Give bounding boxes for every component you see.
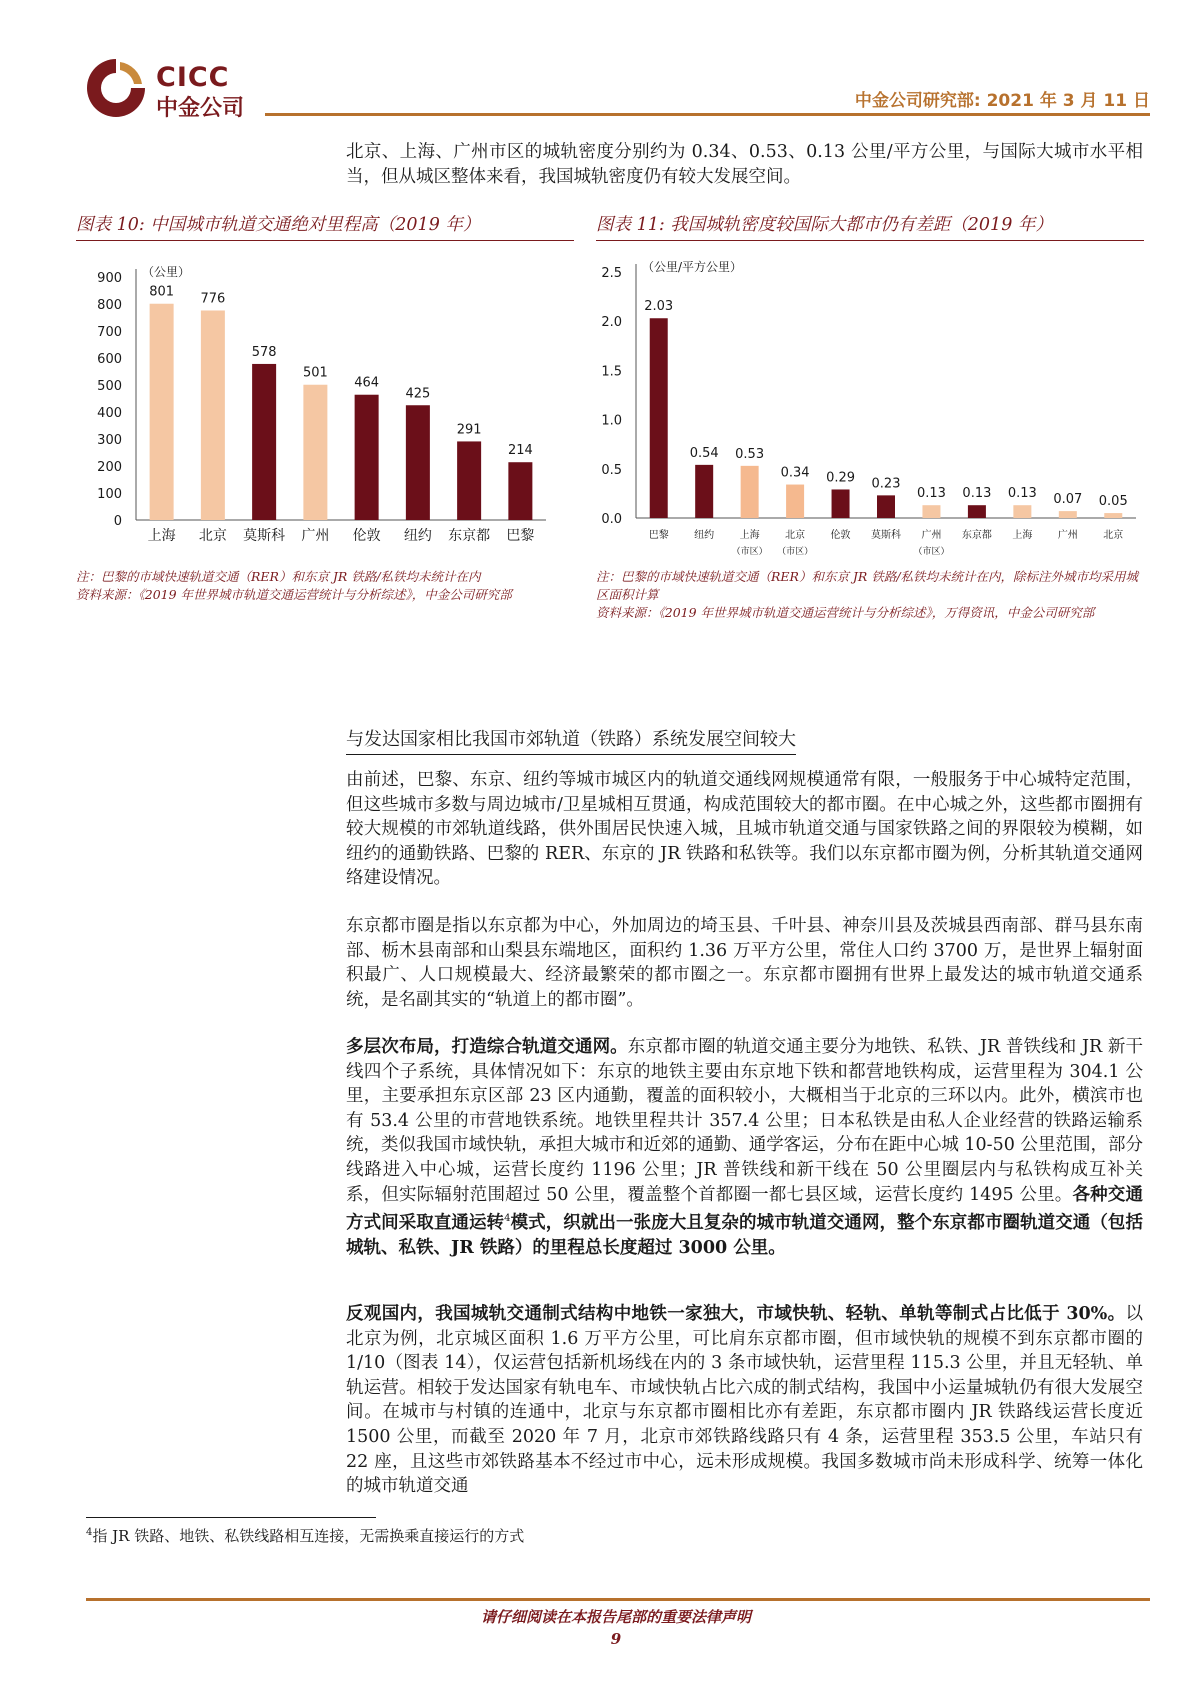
footnote-reference: 4 (504, 1213, 511, 1225)
figure11-note: 注：巴黎的市域快速轨道交通（RER）和东京 JR 铁路/私铁均未统计在内，除标注外城市均采用城区面积计算 (596, 569, 1139, 602)
data-label: 214 (507, 443, 533, 459)
y-tick-label: 0 (113, 514, 122, 529)
paragraph-3-lead: 多层次布局，打造综合轨道交通网。 (346, 1037, 628, 1057)
y-tick-label: 100 (97, 487, 122, 502)
category-label: 巴黎 (648, 530, 669, 541)
y-tick-label: 200 (97, 460, 122, 475)
bar (201, 310, 225, 520)
y-tick-label: 800 (97, 298, 122, 313)
page-number: 9 (610, 1630, 622, 1648)
category-label: 莫斯科 (871, 530, 901, 541)
category-label: 北京 (785, 530, 806, 541)
data-label: 801 (149, 284, 175, 300)
bar (695, 465, 713, 518)
header-divider (265, 113, 1150, 116)
category-label: 广州 (301, 528, 330, 544)
figure10-source: 资料来源：《2019 年世界城市轨道交通运营统计与分析综述》，中金公司研究部 (76, 587, 512, 602)
y-tick-label: 700 (97, 325, 122, 340)
data-label: 291 (456, 422, 482, 438)
bar (150, 304, 174, 520)
bar (303, 385, 327, 520)
bar (1013, 505, 1031, 518)
paragraph-3-body: 东京都市圈的轨道交通主要分为地铁、私铁、JR 普铁线和 JR 新干线四个子系统，具体情况如下：东京的地铁主要由东京地下铁和都营地铁构成，运营里程为 304.1 公里，主要承担东京区部 23 区内通勤，覆盖的面积较小，大概相当于北京的三环以内。此外，横滨市也有 53.4 公里的市营地铁系统。地铁里程共计 357.4 公里；日本私铁是由私人企业经营的铁路运输系统，类似我国市域快轨，承担大城市和近郊的通勤、通学客运，分布在距中心城 10-50 公里范围，部分线路进入中心城，运营长度约 1196 公里；JR 普铁线和新干线在 50 公里圈层内与私铁构成互补关系，但实际辐射范围超过 50 公里，覆盖整个首都圈一都七县区域，运营长度约 1495 公里。 (346, 1037, 1143, 1205)
footer-divider (86, 1598, 1150, 1601)
category-label: 上海 (147, 528, 176, 544)
data-label: 0.13 (962, 486, 992, 502)
data-label: 2.03 (644, 299, 674, 315)
category-label: 伦敦 (352, 528, 381, 544)
category-label: 广州 (1057, 530, 1078, 541)
bar (741, 466, 759, 518)
footnote-divider (86, 1517, 376, 1518)
data-label: 0.29 (826, 470, 856, 486)
paragraph-4-body: 以北京为例，北京城区面积 1.6 万平方公里，可比肩东京都市圈，但市域快轨的规模不到东京都市圈的 1/10（图表 14），仅运营包括新机场线在内的 3 条市域快轨，运营里程 115.3 公里，并且无轻轨、单轨运营。相较于发达国家有轨电车、市域快轨占比六成的制式结构，我国中小运量城轨仍有很大发展空间。在城市与村镇的连通中，北京与东京都市圈相比亦有差距，东京都市圈内 JR 铁路线运营长度近 1500 公里，而截至 2020 年 7 月，北京市郊铁路线路只有 4 条，运营里程 353.5 公里，车站只有 22 座，且这些市郊铁路基本不经过市中心，远未形成规模。我国多数城市尚未形成科学、统筹一体化的城市轨道交通 (346, 1304, 1143, 1497)
y-axis-unit: （公里） (142, 265, 191, 279)
category-sublabel: （市区） (913, 547, 950, 557)
paragraph-2: 东京都市圈是指以东京都为中心，外加周边的埼玉县、千叶县、神奈川县及茨城县西南部、群马县东南部、栃木县南部和山梨县东端地区，面积约 1.36 万平方公里，常住人口约 3700 万，是世界上辐射面积最广、人口规模最大、经济最繁荣的都市圈之一。东京都市圈拥有世界上最发达的城市轨道交通系统，是名副其实的“轨道上的都市圈”。 (346, 916, 1143, 1010)
data-label: 501 (302, 365, 328, 381)
category-label: 巴黎 (506, 528, 535, 544)
bar (355, 395, 379, 520)
data-label: 425 (405, 386, 431, 402)
cicc-logo (86, 58, 246, 128)
category-label: 伦敦 (830, 530, 851, 541)
paragraph-3-emphasis-b: 模式，织就出一张庞大且复杂的城市轨道交通网，整个东京都市圈轨道交通（包括城轨、私铁、JR 铁路）的里程总长度超过 3000 公里。 (346, 1212, 1143, 1258)
y-tick-label: 0.5 (601, 462, 622, 478)
data-label: 578 (251, 344, 277, 360)
y-tick-label: 600 (97, 352, 122, 367)
footnote-marker: 4 (86, 1527, 93, 1538)
data-label: 776 (200, 291, 226, 307)
y-tick-label: 0.0 (601, 512, 622, 527)
logo-text-cn: 中金公司 (156, 96, 245, 121)
bar (650, 318, 668, 518)
category-sublabel: （市区） (777, 547, 814, 557)
category-label: 纽约 (403, 528, 432, 544)
category-label: 上海 (739, 530, 760, 541)
category-label: 北京 (1103, 530, 1124, 541)
bar (252, 364, 276, 520)
y-tick-label: 900 (97, 271, 122, 286)
figure10-note: 注：巴黎的市域快速轨道交通（RER）和东京 JR 铁路/私铁均未统计在内 (76, 569, 481, 584)
bar (1104, 513, 1122, 518)
cicc-logo-icon (86, 58, 146, 118)
figure10-notes (76, 568, 574, 604)
bar (968, 505, 986, 518)
data-label: 0.54 (689, 445, 719, 461)
paragraph-4 (346, 1302, 1143, 1499)
paragraph-3 (346, 1035, 1143, 1260)
category-label: 东京都 (448, 528, 491, 544)
y-tick-label: 2.0 (601, 315, 622, 331)
category-label: 纽约 (694, 530, 715, 541)
y-axis-unit: （公里/平方公里） (642, 260, 743, 274)
bar (832, 489, 850, 518)
bar (457, 441, 481, 520)
data-label: 0.34 (780, 465, 810, 481)
data-label: 0.13 (916, 486, 946, 502)
category-label: 广州 (921, 530, 942, 541)
bar (508, 462, 532, 520)
figure11-source: 资料来源：《2019 年世界城市轨道交通运营统计与分析综述》，万得资讯，中金公司研究部 (596, 605, 1095, 620)
y-tick-label: 1.0 (601, 413, 622, 429)
bar (1059, 511, 1077, 518)
category-label: 北京 (198, 528, 227, 544)
category-sublabel: （市区） (731, 547, 768, 557)
legal-disclaimer: 请仔细阅读在本报告尾部的重要法律声明 (480, 1608, 751, 1626)
data-label: 0.07 (1053, 492, 1083, 508)
bar (877, 495, 895, 518)
bar (786, 485, 804, 518)
logo-text-en: CICC (156, 62, 230, 93)
figure11-notes (596, 568, 1144, 622)
report-date-header: 中金公司研究部: 2021 年 3 月 11 日 (854, 91, 1150, 111)
y-tick-label: 500 (97, 379, 122, 394)
figure11-chart (596, 250, 1144, 560)
intro-paragraph: 北京、上海、广州市区的城轨密度分别约为 0.34、0.53、0.13 公里/平方公里，与国际大城市水平相当，但从城区整体来看，我国城轨密度仍有较大发展空间。 (346, 142, 1143, 187)
data-label: 0.23 (871, 476, 901, 492)
figure11-title: 图表 11: 我国城轨密度较国际大都市仍有差距（2019 年） (596, 211, 1144, 241)
y-tick-label: 300 (97, 433, 122, 448)
figure10-title: 图表 10: 中国城市轨道交通绝对里程高（2019 年） (76, 211, 574, 241)
bar (922, 505, 940, 518)
paragraph-4-lead: 反观国内，我国城轨交通制式结构中地铁一家独大，市域快轨、轻轨、单轨等制式占比低于 30%。 (346, 1304, 1126, 1324)
data-label: 0.05 (1098, 494, 1128, 510)
bar (406, 405, 430, 520)
data-label: 0.53 (735, 446, 765, 462)
category-label: 莫斯科 (243, 528, 286, 544)
paragraph-3-emphasis-a: 各种交通方式间采取直通运转 (346, 1184, 1143, 1233)
category-label: 东京都 (961, 530, 992, 541)
footnote-text: 指 JR 铁路、地铁、私铁线路相互连接，无需换乘直接运行的方式 (92, 1527, 525, 1545)
y-tick-label: 1.5 (601, 364, 622, 380)
data-label: 464 (354, 375, 380, 391)
footnote (86, 1525, 524, 1546)
paragraph-1: 由前述，巴黎、东京、纽约等城市城区内的轨道交通线网规模通常有限，一般服务于中心城特定范围，但这些城市多数与周边城市/卫星城相互贯通，构成范围较大的都市圈。在中心城之外，这些都市圈拥有较大规模的市郊轨道线路，供外围居民快速入城，且城市轨道交通与国家铁路之间的界限较为模糊，如纽约的通勤铁路、巴黎的 RER、东京的 JR 铁路和私铁等。我们以东京都市圈为例，分析其轨道交通网络建设情况。 (346, 770, 1143, 889)
category-label: 上海 (1012, 530, 1033, 541)
section-heading: 与发达国家相比我国市郊轨道（铁路）系统发展空间较大 (346, 725, 796, 755)
y-tick-label: 400 (97, 406, 122, 421)
figure10-chart (76, 250, 576, 560)
data-label: 0.13 (1007, 486, 1037, 502)
y-tick-label: 2.5 (601, 266, 622, 281)
